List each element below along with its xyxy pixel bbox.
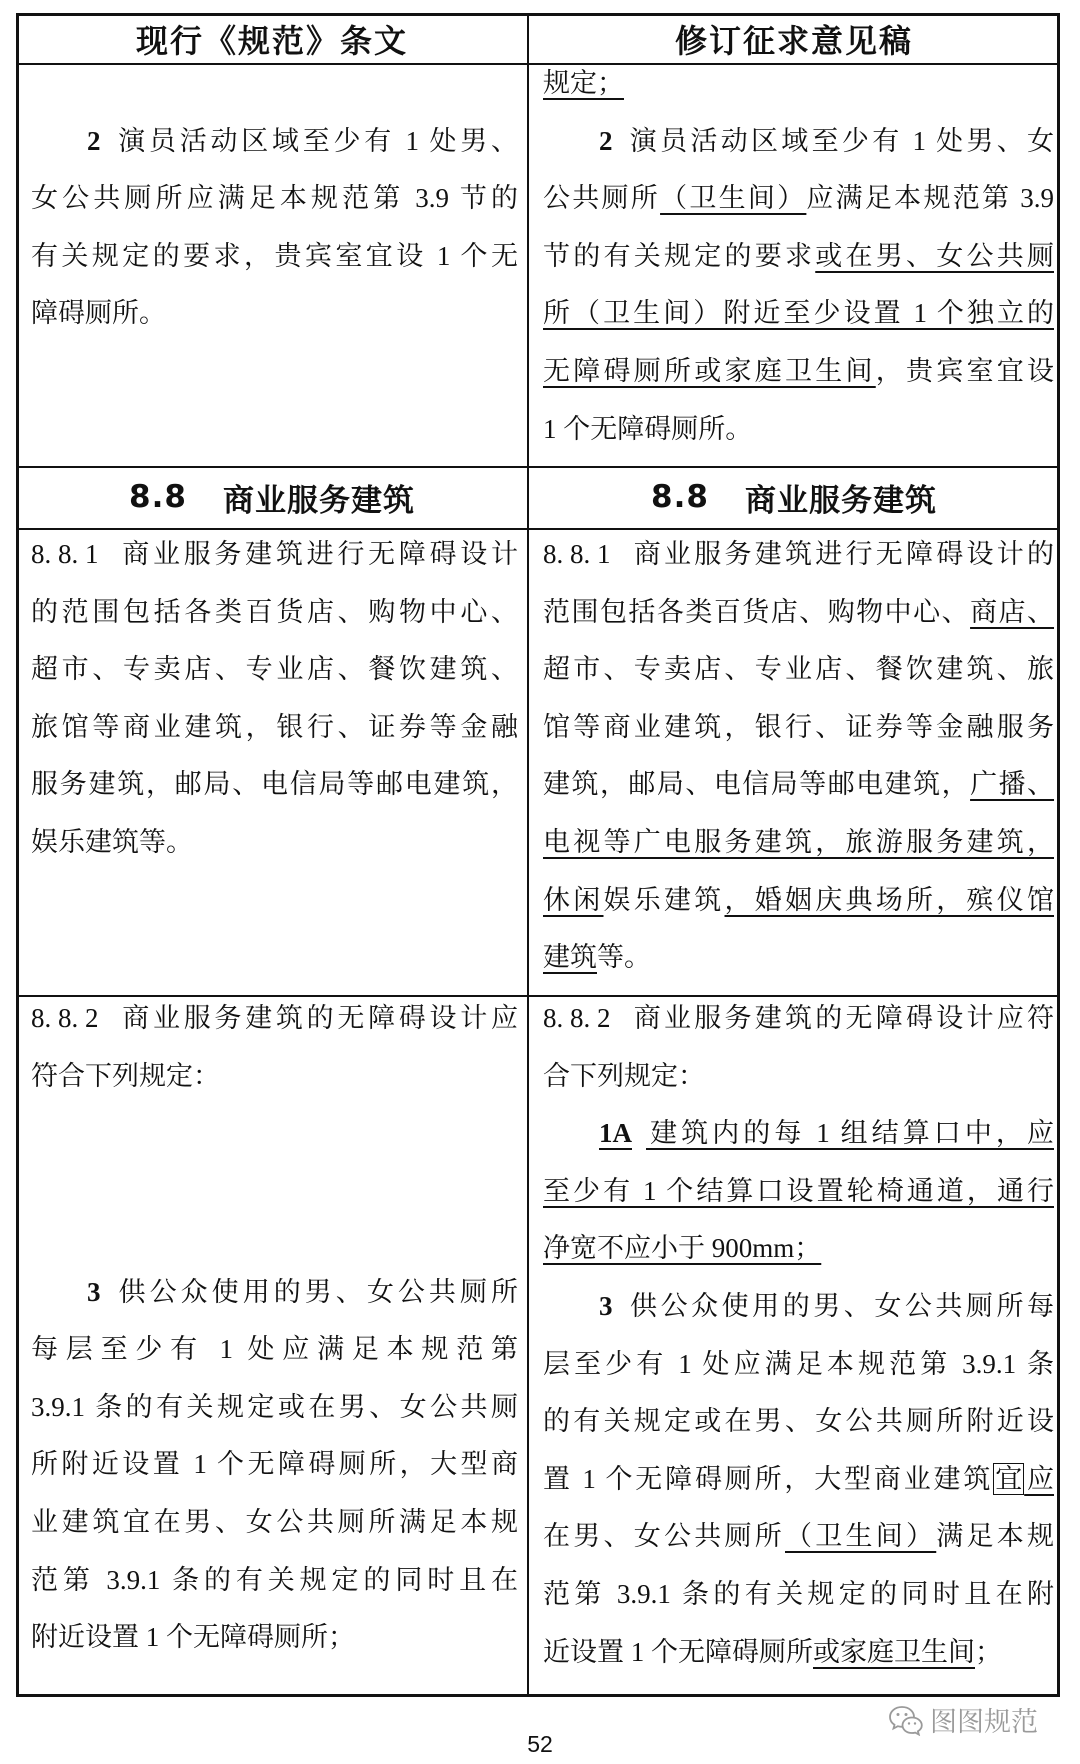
revised-text: 建筑内的每 1 组结算口中，应: [646, 1118, 1054, 1149]
item-number: 3: [87, 1276, 101, 1307]
text-line: [543, 1278, 1054, 1336]
text-segment: 范第 3.9.1 条的有关规定的同时且在附: [543, 1578, 1054, 1609]
text-line: [543, 170, 1054, 228]
text-line: [543, 699, 1054, 757]
paragraph: [543, 113, 1054, 459]
text-segment: 所附近设置 1 个无障碍厕所，大型商: [31, 1449, 518, 1480]
revised-text: 或在男、女公共厕: [815, 240, 1054, 271]
revised-text: （卫生间）: [660, 183, 807, 214]
text-line: [31, 1494, 518, 1552]
text-line: [31, 228, 518, 286]
text-segment: ；: [975, 1636, 1002, 1667]
text-segment: 公共厕所: [543, 183, 661, 214]
text-segment: 商业服务建筑进行无障碍设计: [118, 539, 518, 569]
watermark-text: 图图规范: [930, 1707, 1038, 1738]
text-line: [31, 814, 518, 872]
cell-8-8-1-current: [31, 526, 518, 872]
text-segment: 商业服务建筑的无障碍设计应符: [630, 1003, 1054, 1033]
revised-text: 或家庭卫生间: [813, 1636, 975, 1667]
text-line: [543, 1220, 1054, 1278]
text-segment: 服务建筑，邮局、电信局等邮电建筑，: [31, 769, 518, 800]
text-segment: 旅馆等商业建筑，银行、证券等金融: [31, 711, 518, 742]
text-segment: 满足本规: [936, 1521, 1054, 1552]
item-number: 3: [599, 1290, 613, 1321]
text-segment: 供公众使用的男、女公共厕所: [114, 1276, 518, 1307]
revised-text: 净宽不应小于 900mm；: [543, 1233, 822, 1264]
text-line: [543, 1048, 1054, 1106]
section-number: 8.8: [651, 479, 709, 515]
text-segment: 范围包括各类百货店、购物中心、: [543, 596, 971, 627]
section-title: 商业服务建筑: [744, 482, 937, 519]
deleted-text: 宜: [995, 1463, 1023, 1494]
cell-8-8-1-revised: [543, 526, 1054, 987]
paragraph: [543, 1105, 1054, 1278]
section-heading-revised: [528, 466, 1060, 528]
text-segment: 馆等商业建筑，银行、证券等金融服务: [543, 711, 1054, 742]
item-number: 2: [87, 125, 101, 156]
text-line: [31, 526, 518, 584]
text-line: [31, 641, 518, 699]
revised-text: 所（卫生间）附近至少设置 1 个独立的: [543, 298, 1054, 329]
text-line: [31, 1436, 518, 1494]
text-line: [543, 1451, 1054, 1509]
paragraph: [543, 1278, 1054, 1681]
text-segment: ，贵宾室宜设: [875, 355, 1054, 386]
text-segment: 业建筑宜在男、女公共厕所满足本规: [31, 1506, 518, 1537]
text-segment: 超市、专卖店、专业店、餐饮建筑、旅: [543, 654, 1054, 685]
paragraph: [31, 526, 518, 872]
clause-number: 8. 8. 2: [31, 1003, 99, 1033]
paragraph: [31, 1264, 518, 1667]
paragraph: [31, 113, 518, 343]
text-segment: 置 1 个无障碍厕所，大型商业建筑: [543, 1463, 994, 1494]
text-line: [31, 1379, 518, 1437]
section-heading-current: [16, 466, 528, 528]
cell-8-8-2-current: [31, 990, 518, 1667]
text-line: [543, 1393, 1054, 1451]
revised-text: 规定；: [543, 68, 624, 98]
text-segment: 供公众使用的男、女公共厕所每: [626, 1290, 1054, 1321]
paragraph: [31, 990, 518, 1105]
revised-text: 电视等广电服务建筑，旅游服务建筑，: [543, 826, 1054, 857]
text-line: [543, 929, 1054, 987]
cell-item2-current: [31, 55, 518, 343]
text-line: [31, 113, 518, 171]
text-segment: 近设置 1 个无障碍厕所: [543, 1636, 813, 1667]
text-line: [543, 343, 1054, 401]
header-revised-draft: 修订征求意见稿: [674, 22, 913, 59]
text-line: [31, 170, 518, 228]
text-segment: 范第 3.9.1 条的有关规定的同时且在: [31, 1564, 518, 1595]
paragraph: [543, 526, 1054, 987]
text-line: [543, 756, 1054, 814]
clause-number: 8. 8. 1: [31, 539, 99, 569]
cell-8-8-2-revised: [543, 990, 1054, 1681]
text-line: [31, 1609, 518, 1667]
text-line: [31, 1321, 518, 1379]
text-segment: 1 个无障碍厕所。: [543, 413, 753, 444]
paragraph: [543, 990, 1054, 1105]
text-segment: 超市、专卖店、专业店、餐饮建筑、: [31, 654, 518, 685]
revised-text: 无障碍厕所或家庭卫生间: [543, 355, 876, 386]
section-title: 商业服务建筑: [222, 482, 415, 519]
wechat-icon: [888, 1704, 924, 1736]
revised-text: （卫生间）: [785, 1521, 937, 1552]
item-number: 1A: [599, 1118, 632, 1149]
revised-text: 至少有 1 个结算口设置轮椅通道，通行: [543, 1175, 1054, 1206]
text-line: [543, 1624, 1054, 1682]
text-segment: 娱乐建筑: [603, 884, 725, 915]
text-line: [543, 401, 1054, 459]
watermark: [888, 1700, 1038, 1739]
page-number: 52: [527, 1731, 553, 1757]
text-segment: 娱乐建筑等。: [31, 826, 193, 857]
column-divider: [527, 13, 530, 1697]
text-segment: 演员活动区域至少有 1 处男、: [114, 125, 518, 156]
text-line: [543, 1105, 1054, 1163]
text-segment: 演员活动区域至少有 1 处男、女: [626, 125, 1054, 156]
text-line: [543, 228, 1054, 286]
text-segment: 3.9.1 条的有关规定或在男、女公共厕: [31, 1391, 518, 1422]
text-line: [31, 1048, 518, 1106]
text-segment: 层至少有 1 处应满足本规范第 3.9.1 条: [543, 1348, 1054, 1379]
text-segment: 等。: [597, 942, 651, 973]
revised-text: 休闲: [543, 884, 604, 915]
cell-item2-revised: [543, 55, 1054, 458]
revised-text: 商店、: [970, 596, 1055, 627]
revised-text: 应: [1024, 1463, 1055, 1494]
text-line: [543, 113, 1054, 171]
text-segment: 每层至少有 1 处应满足本规范第: [31, 1334, 518, 1365]
text-segment: 合下列规定：: [543, 1060, 705, 1091]
text-line: [543, 285, 1054, 343]
item-number: 2: [599, 125, 613, 156]
text-segment: 附近设置 1 个无障碍厕所；: [31, 1622, 355, 1653]
text-line: [31, 584, 518, 642]
revised-text: 建筑: [543, 942, 597, 973]
text-line: [543, 55, 1054, 113]
revised-text: 广播、: [970, 769, 1055, 800]
text-line: [543, 526, 1054, 584]
text-segment: 建筑，邮局、电信局等邮电建筑，: [543, 769, 971, 800]
text-line: [31, 285, 518, 343]
text-segment: 应满足本规范第 3.9: [806, 183, 1055, 214]
text-segment: 的有关规定或在男、女公共厕所附近设: [543, 1406, 1054, 1437]
text-segment: 女公共厕所应满足本规范第 3.9 节的: [31, 183, 518, 214]
text-line: [543, 990, 1054, 1048]
text-line: [31, 699, 518, 757]
text-line: [31, 1264, 518, 1322]
text-line: [543, 641, 1054, 699]
text-segment: 商业服务建筑的无障碍设计应: [118, 1003, 518, 1033]
text-line: [543, 584, 1054, 642]
text-segment: 的范围包括各类百货店、购物中心、: [31, 596, 518, 627]
paragraph: [543, 55, 1054, 113]
text-line: [543, 1508, 1054, 1566]
text-segment: 在男、女公共厕所: [543, 1521, 785, 1552]
revised-text: ，婚姻庆典场所，殡仪馆: [724, 884, 1054, 915]
text-segment: 商业服务建筑进行无障碍设计的: [630, 539, 1054, 569]
text-line: [543, 872, 1054, 930]
header-current-clauses: 现行《规范》条文: [135, 22, 408, 59]
text-line: [31, 1552, 518, 1610]
text-segment: 有关规定的要求，贵宾室宜设 1 个无: [31, 240, 518, 271]
text-segment: 节的有关规定的要求: [543, 240, 816, 271]
section-number: 8.8: [129, 479, 187, 515]
clause-number: 8. 8. 2: [543, 1003, 611, 1033]
text-line: [543, 814, 1054, 872]
text-line: [543, 1163, 1054, 1221]
text-line: [543, 1566, 1054, 1624]
text-line: [31, 990, 518, 1048]
text-segment: 符合下列规定：: [31, 1060, 220, 1091]
clause-number: 8. 8. 1: [543, 539, 611, 569]
text-segment: 障碍厕所。: [31, 298, 166, 329]
text-line: [31, 756, 518, 814]
text-line: [543, 1336, 1054, 1394]
